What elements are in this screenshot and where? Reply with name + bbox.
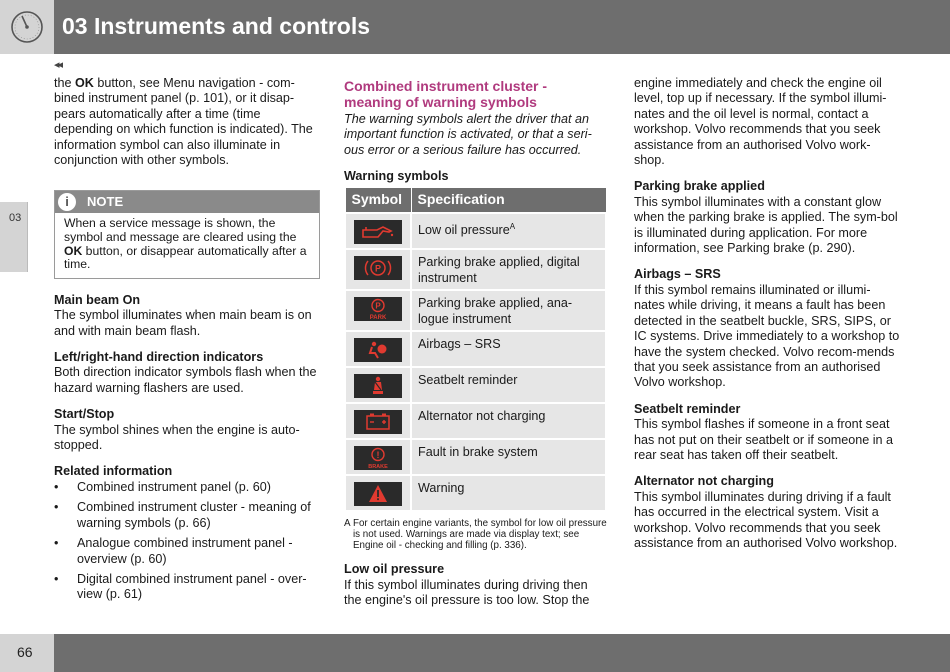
table-row [345,439,606,475]
page-footer [0,634,950,672]
warning-symbols-heading: Warning symbols [344,169,449,184]
seatbelt-icon [354,374,402,398]
chapter-tab-label: 03 [9,212,22,224]
spec-text: Airbags – SRS [411,331,606,367]
table-row [345,213,606,249]
parking-brake-text: This symbol illuminates with a constant glow when the parking brake is applied. The sym-bol is illuminated during application. For more information, see Parking brake (p. 290). [634,194,898,256]
intro-paragraph: the OK button, see Menu navigation - com-bined instrument panel (p. 101), or it disap-pears automatically after a time (time depending on which function is indicated). The information symbol can also illuminate in conjunction with other symbols. [54,76,313,168]
related-link[interactable]: • Combined instrument panel (p. 60) [54,480,320,495]
spec-text: Alternator not charging [411,403,606,439]
table-row [345,367,606,403]
col-symbol-header: Symbol [345,187,411,213]
col-spec-header: Specification [411,187,606,213]
spec-text: Seatbelt reminder [411,367,606,403]
parking-brake-heading: Parking brake applied [634,179,765,194]
spec-text: Low oil pressure [418,223,510,238]
brake-fault-icon [354,446,402,470]
note-box [54,190,320,278]
battery-icon [354,410,402,434]
chapter-tab [0,202,28,272]
table-footnote [344,518,608,551]
spec-text: Fault in brake system [411,439,606,475]
warning-triangle-icon [354,482,402,506]
note-header [55,191,319,213]
related-info-heading: Related information [54,464,173,479]
warning-symbols-table [344,187,607,513]
gauge-icon [0,0,54,54]
seatbelt-heading: Seatbelt reminder [634,401,741,416]
column-1 [54,76,320,608]
table-row [345,403,606,439]
footnote-marker: A [344,518,351,530]
page-number: 66 [17,644,33,660]
page-number-box [0,634,54,672]
section-title: Combined instrument cluster - meaning of warning symbols [344,78,548,110]
main-beam-heading: Main beam On [54,292,141,307]
parking-brake-digital-icon [354,256,402,280]
airbags-heading: Airbags – SRS [634,267,721,282]
brake-icon-text: BRAKE [368,464,388,471]
table-row [345,331,606,367]
spec-text: Warning [411,475,606,511]
footnote-marker: A [509,222,516,232]
table-row [345,249,606,290]
column-2 [344,76,608,608]
svg-text:!: ! [376,450,380,461]
table-row [345,290,606,331]
page-header [0,0,950,54]
low-oil-continued-text: engine immediately and check the engine oil level, top up if necessary. If the symbol illumi-nates and the oil level is normal, contact a workshop. Volvo recommends that you seek assistance from an authorised Volvo work-shop. [634,76,887,168]
spec-text: Parking brake applied, ana-logue instrument [411,290,606,331]
direction-indicators-text: Both direction indicator symbols flash when the hazard warning flashers are used. [54,365,317,395]
section-intro: The warning symbols alert the driver that an important function is activated, or that a seri-ous error or a serious failure has occurred. [344,112,592,157]
oil-can-icon [354,220,402,244]
low-oil-text: If this symbol illuminates during driving then the engine's oil pressure is too low. Stop the [344,577,590,607]
previous-page-arrows[interactable]: ◂◂ [54,59,62,71]
page-title: 03 Instruments and controls [62,13,371,39]
svg-text:P: P [374,263,382,274]
related-info-list [54,480,320,603]
related-link[interactable]: • Combined instrument cluster - meaning of warning symbols (p. 66) [54,500,320,531]
spec-text: Parking brake applied, digital instrument [411,249,606,290]
alternator-text: This symbol illuminates during driving if a fault has occurred in the electrical system. Visit a workshop. Volvo recommends that you seek assistance from an authorised Volvo workshop. [634,489,898,550]
column-3 [634,76,900,551]
airbag-icon [354,338,402,362]
parking-brake-analogue-icon [354,297,402,321]
note-text: When a service message is shown, the symbol and message are cleared using the OK button, or disappear automatically after a time. [64,216,307,272]
alternator-heading: Alternator not charging [634,474,774,489]
table-header-row [345,187,606,213]
start-stop-text: The symbol shines when the engine is auto-stopped. [54,422,300,453]
airbags-text: If this symbol remains illuminated or illumi-nates while driving, it means a fault has been detected in the seatbelt buckle, SRS, SIPS, or IC systems. Drive immediately to a workshop to have the system checked. Volvo recom-mends that you seek assistance from an authorised Volvo workshop. [634,282,900,390]
footnote-text: For certain engine variants, the symbol for low oil pressure is not used. Warnings are made via display text; see Engine oil - checking and filling (p. 336). [353,518,607,552]
direction-indicators-heading: Left/right-hand direction indicators [54,350,264,365]
svg-text:P: P [375,301,381,311]
main-beam-text: The symbol illuminates when main beam is on and with main beam flash. [54,308,312,338]
note-label: NOTE [87,194,124,210]
gauge-logo-box [0,0,54,54]
related-link[interactable]: • Digital combined instrument panel - over-view (p. 61) [54,572,320,603]
low-oil-heading: Low oil pressure [344,562,445,577]
seatbelt-text: This symbol flashes if someone in a front seat has not put on their seatbelt or if someone in a rear seat has taken off their seatbelt. [634,417,894,462]
related-link[interactable]: • Analogue combined instrument panel - overview (p. 60) [54,536,320,567]
park-icon-text: PARK [369,315,387,322]
table-row [345,475,606,511]
start-stop-heading: Start/Stop [54,407,115,422]
info-icon: i [58,193,76,211]
